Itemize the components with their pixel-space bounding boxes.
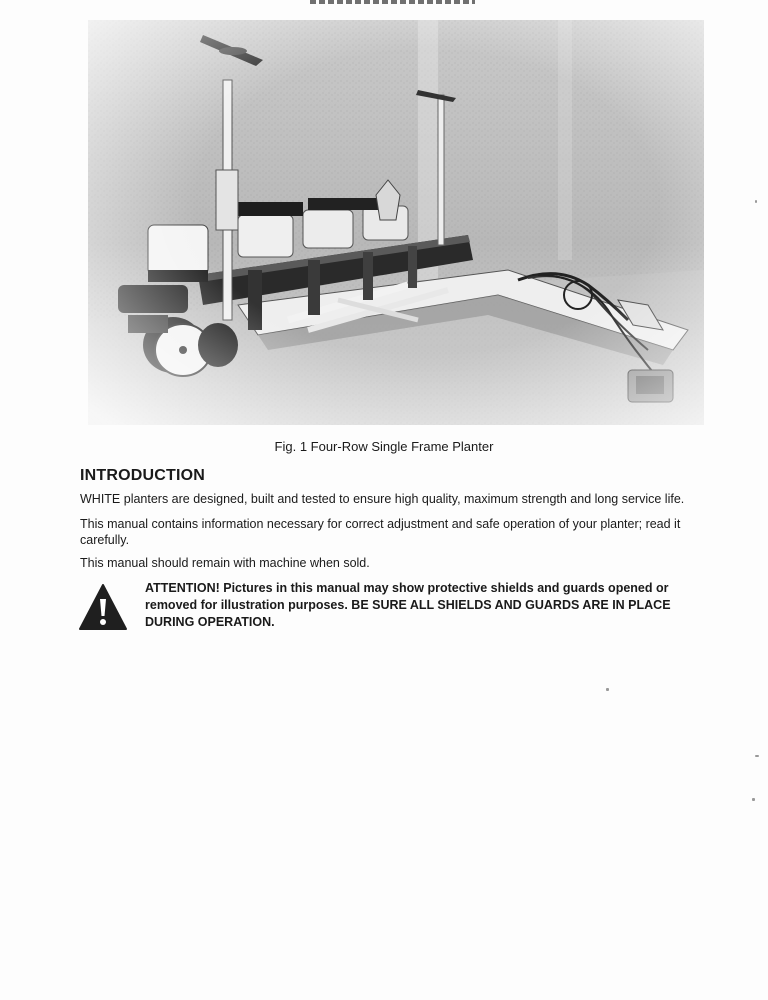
figure-caption: Fig. 1 Four-Row Single Frame Planter <box>274 439 494 454</box>
scan-speck <box>755 200 757 203</box>
scan-speck <box>755 755 759 757</box>
planter-photo <box>88 20 704 425</box>
intro-paragraph: This manual should remain with machine when sold. <box>80 556 370 570</box>
scan-artifact-top <box>310 0 475 4</box>
attention-warning-text: ATTENTION! Pictures in this manual may show protective shields and guards opened or removed for illustration purposes. BE SURE ALL SHIELDS AND GUARDS ARE IN PLACE DURING OPERATION. <box>145 581 671 629</box>
section-heading: INTRODUCTION <box>80 467 206 484</box>
warning-triangle-icon <box>78 583 128 631</box>
intro-paragraph: WHITE planters are designed, built and tested to ensure high quality, maximum strength and long service life. <box>80 492 685 506</box>
scan-speck <box>606 688 609 691</box>
scan-speck <box>752 798 755 801</box>
intro-paragraph: This manual contains information necessary for correct adjustment and safe operation of your planter; read it carefully. <box>80 517 681 547</box>
